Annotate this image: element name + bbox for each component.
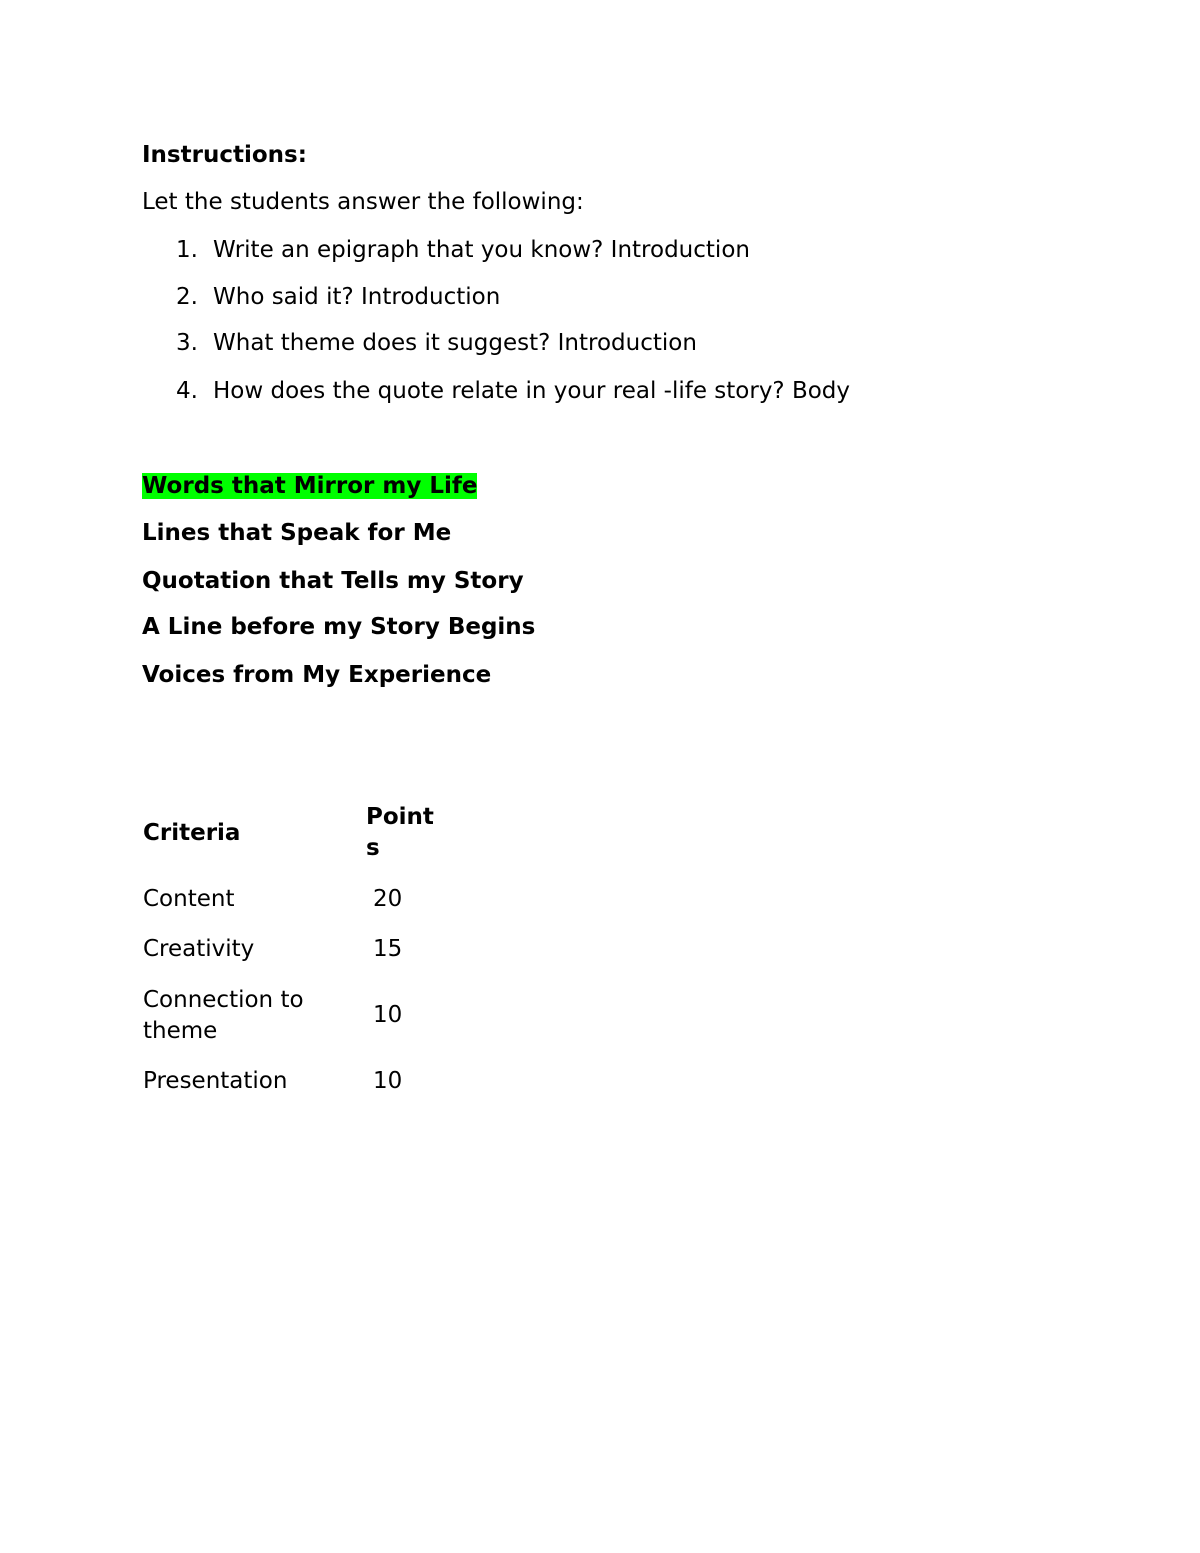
- title-option: A Line before my Story Begins: [142, 614, 536, 640]
- rubric-criteria-cell: Creativity: [143, 936, 255, 962]
- list-item-text: Who said it? Introduction: [213, 284, 501, 310]
- list-item-text: What theme does it suggest? Introduction: [213, 330, 697, 356]
- list-item-number: 4.: [176, 378, 198, 404]
- title-option-highlighted: [142, 471, 477, 501]
- title-option: Lines that Speak for Me: [142, 520, 452, 546]
- rubric-points-cell: 20: [373, 886, 403, 912]
- rubric-criteria-cell: Content: [143, 886, 235, 912]
- rubric-points-cell: 15: [373, 936, 403, 962]
- instructions-heading: Instructions:: [142, 142, 307, 168]
- list-item-number: 3.: [176, 330, 198, 356]
- rubric-points-cell: 10: [373, 1002, 403, 1028]
- rubric-points-cell: 10: [373, 1068, 403, 1094]
- title-option: Voices from My Experience: [142, 662, 492, 688]
- rubric-header-points: Points: [366, 804, 434, 861]
- list-item-number: 1.: [176, 237, 198, 263]
- rubric-criteria-cell: Connection to theme: [143, 987, 304, 1044]
- rubric-criteria-cell: Presentation: [143, 1068, 288, 1094]
- list-item-text: How does the quote relate in your real -life story? Body: [213, 378, 851, 404]
- instructions-intro: Let the students answer the following:: [142, 189, 584, 215]
- list-item-text: Write an epigraph that you know? Introduction: [213, 237, 750, 263]
- highlighted-title: Words that Mirror my Life: [142, 473, 478, 499]
- list-item-number: 2.: [176, 284, 198, 310]
- rubric-header-criteria: Criteria: [143, 820, 241, 846]
- title-option: Quotation that Tells my Story: [142, 568, 524, 594]
